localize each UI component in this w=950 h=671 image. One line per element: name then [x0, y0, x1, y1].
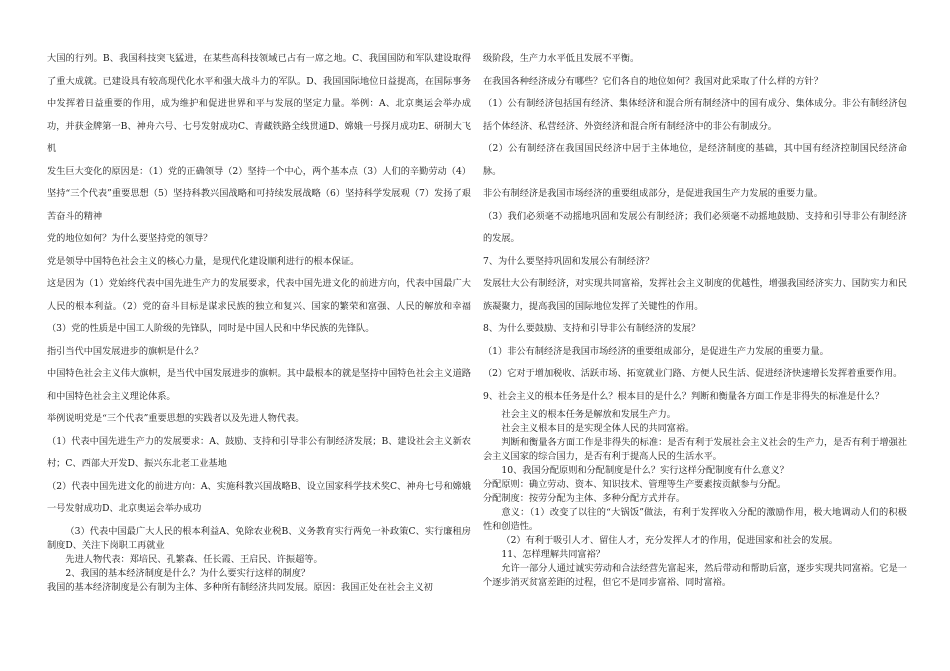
paragraph-culture: （2）代表中国先进文化的前进方向：A、实施科教兴国战略B、设立国家科学技术奖C、神舟七号和嫦娥一号发射成功D、北京奥运会举办成功 — [47, 480, 471, 514]
paragraph-public-dominant: （2）公有制经济在我国国民经济中居于主体地位，是经济制度的基础，其中国有经济控制国民经济命脉。 — [483, 143, 907, 177]
question-three-represents: 举例说明党是“三个代表”重要思想的实践者以及先进人物代表。 — [47, 413, 305, 424]
paragraph-party-core: 党是领导中国特色社会主义的核心力量，是现代化建设顺利进行的根本保证。 — [47, 255, 360, 267]
answer-10-significance-2: （2）有利于吸引人才、留住人才，充分发挥人才的作用，促进国家和社会的发展。 — [501, 535, 838, 546]
question-economic-system: 2、我国的基本经济制度是什么？为什么要实行这样的制度？ — [65, 567, 311, 579]
answer-10-principle: 分配原则：确立劳动、资本、知识技术、管理等生产要素按贡献参与分配。 — [483, 479, 787, 490]
paragraph-productivity: （1）代表中国先进生产力的发展要求：A、鼓励、支持和引导非公有制经济发展；B、建设社会主义新农村；C、西部大开发D、振兴东北老工业基地 — [47, 435, 471, 469]
right-column — [483, 48, 907, 590]
answer-7: 发展壮大公有制经济，对实现共同富裕，发挥社会主义制度的优越性，增强我国经济实力、国防实力和民族凝聚力，提高我国的国际地位发挥了关键性的作用。 — [483, 278, 907, 312]
question-banner: 指引当代中国发展进步的旗帜是什么？ — [47, 345, 204, 357]
answer-9-task: 社会主义的根本任务是解放和发展生产力。 — [501, 409, 676, 420]
paragraph-party-reasons: 这是因为（1）党始终代表中国先进生产力的发展要求，代表中国先进文化的前进方向，代表中国最广大人民的根本利益。（2）党的奋斗目标是谋求民族的独立和复兴、国家的繁荣和富强、人民的解放和幸福（3）党的性质是中国工人阶级的先锋队，同时是中国人民和中华民族的先锋队。 — [47, 278, 471, 334]
paragraph-economic-system: 我国的基本经济制度是公有制为主体、多种所有制经济共同发展。原因：我国正处在社会主义初 — [47, 581, 433, 593]
paragraph-people-interest: （3）代表中国最广大人民的根本利益A、免除农业税B、义务教育实行两免一补政策C、实行廉租房制度D、关注下岗职工再就业 — [47, 525, 471, 551]
answer-10-system: 分配制度：按劳分配为主体、多种分配方式并存。 — [483, 493, 686, 504]
paragraph-primary-stage: 级阶段，生产力水平低且发展不平衡。 — [483, 53, 640, 64]
answer-8-part-1: （1）非公有制经济是我国市场经济的重要组成部分，是促进生产力发展的重要力量。 — [483, 345, 829, 357]
question-11: 11、怎样理解共同富裕？ — [501, 549, 605, 560]
answer-8-part-2: （2）它对于增加税收、活跃市场、拓宽就业门路、方便人民生活、促进经济快速增长发挥着重要作用。 — [483, 368, 903, 379]
paragraph-change-reasons: 发生巨大变化的原因是：（1）党的正确领导（2）坚持一个中心，两个基本点（3）人们的辛勤劳动（4）坚持“三个代表”重要思想（5）坚持科教兴国战略和可持续发展战略（6）坚持科学发展观（7）发扬了艰苦奋斗的精神 — [47, 165, 471, 222]
paragraph-public-ownership: （1）公有制经济包括国有经济、集体经济和混合所有制经济中的国有成分、集体成分。非公有制经济包括个体经济、私营经济、外资经济和混合所有制经济中的非公有制成分。 — [483, 98, 907, 132]
question-economic-components: 在我国各种经济成分有哪些？它们各自的地位如何？我国对此采取了什么样的方针？ — [483, 75, 823, 87]
question-9: 9、社会主义的根本任务是什么？根本目的是什么？判断和衡量各方面工作是非得失的标准是什么？ — [483, 390, 884, 402]
question-party-status: 党的地位如何？为什么要坚持党的领导？ — [47, 233, 213, 244]
answer-9-purpose: 社会主义根本目的是实现全体人民的共同富裕。 — [501, 423, 695, 434]
question-8: 8、为什么要鼓励、支持和引导非公有制经济的发展？ — [483, 323, 701, 334]
answer-9-standard: 判断和衡量各方面工作是非得失的标准：是否有利于发展社会主义社会的生产力，是否有利于增强社会主义国家的综合国力，是否有利于提高人民的生活水平。 — [483, 437, 907, 462]
paragraph-banner-answer: 中国特色社会主义伟大旗帜，是当代中国发展进步的旗帜。其中最根本的就是坚持中国特色社会主义道路和中国特色社会主义理论体系。 — [47, 368, 471, 402]
question-7: 7、为什么要坚持巩固和发展公有制经济？ — [483, 255, 655, 267]
question-10: 10、我国分配原则和分配制度是什么？实行这样分配制度有什么意义？ — [501, 465, 789, 476]
paragraph-model-figures: 先进人物代表：郑培民、孔繁森、任长霞、王启民、许振超等。 — [65, 553, 323, 565]
left-column — [47, 48, 471, 595]
answer-11: 允许一部分人通过诚实劳动和合法经营先富起来，然后带动和帮助后富，逐步实现共同富裕。它是一个逐步消灭贫富差距的过程，但它不是同步富裕、同时富裕。 — [483, 563, 907, 588]
paragraph-policy: （3）我们必须毫不动摇地巩固和发展公有制经济；我们必须毫不动摇地鼓励、支持和引导非公有制经济的发展。 — [483, 210, 907, 244]
answer-10-significance-1: 意义：（1）改变了以往的“大锅饭”做法，有利于发挥收入分配的激励作用，极大地调动人们的积极性和创造性。 — [483, 507, 907, 532]
paragraph-achievements: 大国的行列。B、我国科技突飞猛进，在某些高科技领域已占有一席之地。C、我国国防和军队建设取得了重大成就。已建设具有较高现代化水平和强大战斗力的军队。D、我国国际地位日益提高，在国际事务中发挥着日益重要的作用，成为维护和促进世界和平与发展的坚定力量。举例：A、北京奥运会举办成功，并获金牌第一B、神舟六号、七号发射成功C、青藏铁路全线贯通D、嫦娥一号探月成功E、研制大飞机 — [47, 53, 471, 154]
paragraph-non-public: 非公有制经济是我国市场经济的重要组成部分，是促进我国生产力发展的重要力量。 — [483, 188, 823, 199]
